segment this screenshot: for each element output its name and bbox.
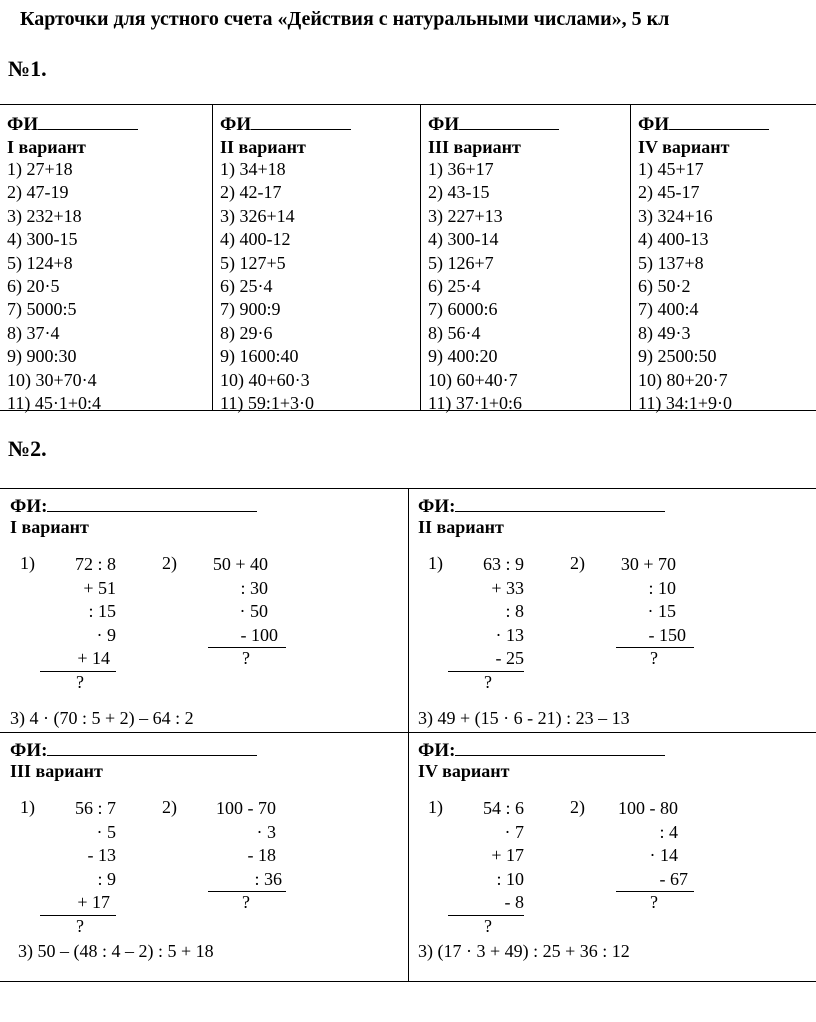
task-item: 10) 60+40·7 bbox=[428, 369, 518, 390]
chain-answer: ? bbox=[76, 671, 84, 692]
variant-label: IV вариант bbox=[638, 137, 730, 157]
chain-step: - 13 bbox=[87, 845, 116, 865]
chain-step: : 10 bbox=[496, 868, 524, 889]
chain-answer: ? bbox=[76, 915, 84, 936]
calc-chain-2 bbox=[608, 553, 694, 671]
task-item: 6) 50·2 bbox=[638, 276, 691, 297]
task-item: 8) 29·6 bbox=[220, 322, 273, 343]
card-variant-2 bbox=[408, 489, 816, 732]
task-item: 10) 30+70·4 bbox=[7, 369, 97, 390]
task-item: 9) 400:20 bbox=[428, 346, 498, 367]
variant-column bbox=[0, 105, 212, 414]
expression-task: 3) 4 · (70 : 5 + 2) – 64 : 2 bbox=[10, 708, 194, 728]
chain-step: + 17 bbox=[77, 892, 110, 912]
task-item: 11) 45·1+0:4 bbox=[7, 393, 101, 414]
cards-table-2 bbox=[0, 488, 816, 982]
task-item: 7) 900:9 bbox=[220, 299, 281, 320]
task-number: 2) bbox=[162, 553, 177, 573]
task-item: 9) 900:30 bbox=[7, 346, 77, 367]
task-item: 1) 27+18 bbox=[7, 159, 73, 179]
section-2-heading: №2. bbox=[8, 436, 47, 461]
chain-step: - 150 bbox=[648, 624, 686, 645]
name-field: ФИ bbox=[638, 111, 816, 136]
task-item: 3) 227+13 bbox=[428, 205, 503, 226]
task-number: 1) bbox=[20, 797, 35, 817]
chain-step: 56 : 7 bbox=[74, 798, 116, 818]
chain-answer: ? bbox=[484, 915, 492, 936]
chain-step: : 8 bbox=[505, 601, 524, 621]
variant-label: II вариант bbox=[418, 517, 504, 537]
chain-step: : 9 bbox=[97, 868, 116, 889]
chain-answer: ? bbox=[650, 892, 658, 912]
name-field: ФИ: bbox=[10, 737, 257, 762]
task-item: 2) 43-15 bbox=[428, 182, 490, 203]
card-variant-4 bbox=[408, 733, 816, 976]
task-item: 6) 25·4 bbox=[428, 276, 481, 297]
chain-step: 54 : 6 bbox=[482, 798, 524, 818]
task-item: 4) 300-15 bbox=[7, 229, 78, 250]
variant-column bbox=[212, 105, 420, 414]
variant-label: III вариант bbox=[10, 761, 103, 781]
chain-step: 100 - 70 bbox=[216, 798, 276, 818]
chain-step: 100 - 80 bbox=[618, 798, 678, 818]
chain-step: · 3 bbox=[256, 821, 276, 842]
chain-answer: ? bbox=[484, 671, 492, 692]
chain-answer: ? bbox=[650, 648, 658, 668]
task-list bbox=[428, 158, 630, 415]
answer-line bbox=[40, 671, 116, 672]
task-number: 2) bbox=[570, 797, 585, 817]
chain-step: : 4 bbox=[659, 821, 678, 842]
task-number: 2) bbox=[162, 797, 177, 817]
chain-step: - 67 bbox=[659, 868, 688, 889]
task-item: 3) 232+18 bbox=[7, 205, 82, 226]
chain-step: 30 + 70 bbox=[620, 554, 676, 574]
task-item: 7) 6000:6 bbox=[428, 299, 498, 320]
chain-answer: ? bbox=[242, 892, 250, 912]
calc-chain-1 bbox=[40, 797, 116, 938]
task-item: 11) 59:1+3·0 bbox=[220, 393, 314, 414]
variant-label: I вариант bbox=[10, 517, 89, 537]
chain-step: : 15 bbox=[88, 601, 116, 621]
variant-column bbox=[420, 105, 630, 414]
task-item: 7) 5000:5 bbox=[7, 299, 77, 320]
chain-step: 72 : 8 bbox=[74, 554, 116, 574]
task-item: 9) 2500:50 bbox=[638, 346, 717, 367]
section-1-heading: №1. bbox=[8, 56, 47, 81]
task-item: 3) 324+16 bbox=[638, 205, 713, 226]
task-item: 1) 36+17 bbox=[428, 159, 494, 179]
task-item: 1) 34+18 bbox=[220, 159, 286, 179]
answer-line bbox=[448, 915, 524, 916]
chain-step: + 51 bbox=[83, 577, 116, 598]
task-number: 1) bbox=[20, 553, 35, 573]
task-list bbox=[638, 158, 816, 415]
calc-chain-1 bbox=[448, 797, 524, 938]
answer-line bbox=[616, 647, 694, 648]
answer-line bbox=[208, 891, 286, 892]
answer-line bbox=[616, 891, 694, 892]
task-item: 3) 326+14 bbox=[220, 205, 295, 226]
task-item: 10) 40+60·3 bbox=[220, 369, 310, 390]
chain-step: - 100 bbox=[240, 624, 278, 645]
chain-step: · 15 bbox=[647, 601, 676, 621]
expression-task: 3) 49 + (15 · 6 - 21) : 23 – 13 bbox=[418, 708, 630, 728]
chain-step: · 5 bbox=[96, 821, 116, 842]
chain-step: : 10 bbox=[648, 577, 676, 598]
page-title: Карточки для устного счета «Действия с натуральными числами», 5 кл bbox=[20, 8, 670, 30]
expression-task: 3) (17 · 3 + 49) : 25 + 36 : 12 bbox=[418, 941, 630, 961]
card-variant-3 bbox=[0, 733, 408, 976]
task-item: 2) 45-17 bbox=[638, 182, 700, 203]
task-item: 8) 49·3 bbox=[638, 322, 691, 343]
chain-step: + 14 bbox=[77, 648, 110, 668]
chain-step: + 33 bbox=[491, 577, 524, 598]
variant-label: IV вариант bbox=[418, 761, 510, 781]
task-item: 5) 137+8 bbox=[638, 252, 704, 273]
task-number: 1) bbox=[428, 553, 443, 573]
task-item: 5) 127+5 bbox=[220, 252, 286, 273]
cards-table-1 bbox=[0, 104, 816, 414]
name-field: ФИ bbox=[7, 111, 212, 136]
task-item: 8) 37·4 bbox=[7, 322, 60, 343]
chain-step: 50 + 40 bbox=[212, 554, 268, 574]
chain-step: · 13 bbox=[495, 624, 524, 645]
task-item: 8) 56·4 bbox=[428, 322, 481, 343]
task-item: 4) 400-13 bbox=[638, 229, 709, 250]
calc-chain-2 bbox=[200, 553, 286, 671]
task-item: 10) 80+20·7 bbox=[638, 369, 728, 390]
task-item: 6) 25·4 bbox=[220, 276, 273, 297]
task-item: 7) 400:4 bbox=[638, 299, 699, 320]
task-list bbox=[7, 158, 212, 415]
chain-step: : 36 bbox=[254, 868, 282, 889]
calc-chain-2 bbox=[608, 797, 694, 915]
chain-step: - 18 bbox=[247, 845, 276, 865]
task-number: 1) bbox=[428, 797, 443, 817]
card-variant-1 bbox=[0, 489, 408, 732]
task-list bbox=[220, 158, 420, 415]
name-field: ФИ bbox=[220, 111, 420, 136]
expression-task: 3) 50 – (48 : 4 – 2) : 5 + 18 bbox=[18, 941, 214, 961]
variant-label: II вариант bbox=[220, 137, 306, 157]
name-field: ФИ bbox=[428, 111, 630, 136]
task-item: 4) 400-12 bbox=[220, 229, 291, 250]
task-item: 6) 20·5 bbox=[7, 276, 60, 297]
task-item: 11) 37·1+0:6 bbox=[428, 393, 522, 414]
task-item: 4) 300-14 bbox=[428, 229, 499, 250]
task-item: 11) 34:1+9·0 bbox=[638, 393, 732, 414]
name-field: ФИ: bbox=[418, 737, 665, 762]
task-item: 5) 126+7 bbox=[428, 252, 494, 273]
task-number: 2) bbox=[570, 553, 585, 573]
chain-step: - 8 bbox=[504, 892, 524, 912]
task-item: 2) 42-17 bbox=[220, 182, 282, 203]
name-field: ФИ: bbox=[10, 493, 257, 518]
task-item: 9) 1600:40 bbox=[220, 346, 299, 367]
calc-chain-1 bbox=[448, 553, 524, 694]
chain-step: 63 : 9 bbox=[482, 554, 524, 574]
task-item: 1) 45+17 bbox=[638, 159, 704, 179]
answer-line bbox=[208, 647, 286, 648]
chain-step: - 25 bbox=[495, 648, 524, 668]
calc-chain-2 bbox=[200, 797, 286, 915]
variant-label: III вариант bbox=[428, 137, 521, 157]
chain-step: · 7 bbox=[504, 821, 524, 842]
chain-answer: ? bbox=[242, 648, 250, 668]
answer-line bbox=[448, 671, 524, 672]
calc-chain-1 bbox=[40, 553, 116, 694]
name-field: ФИ: bbox=[418, 493, 665, 518]
chain-step: + 17 bbox=[491, 845, 524, 865]
chain-step: · 9 bbox=[96, 624, 116, 645]
variant-label: I вариант bbox=[7, 137, 86, 157]
task-item: 2) 47-19 bbox=[7, 182, 69, 203]
chain-step: : 30 bbox=[240, 577, 268, 598]
variant-column bbox=[630, 105, 816, 414]
task-item: 5) 124+8 bbox=[7, 252, 73, 273]
chain-step: · 50 bbox=[239, 601, 268, 621]
chain-step: · 14 bbox=[649, 845, 678, 865]
answer-line bbox=[40, 915, 116, 916]
